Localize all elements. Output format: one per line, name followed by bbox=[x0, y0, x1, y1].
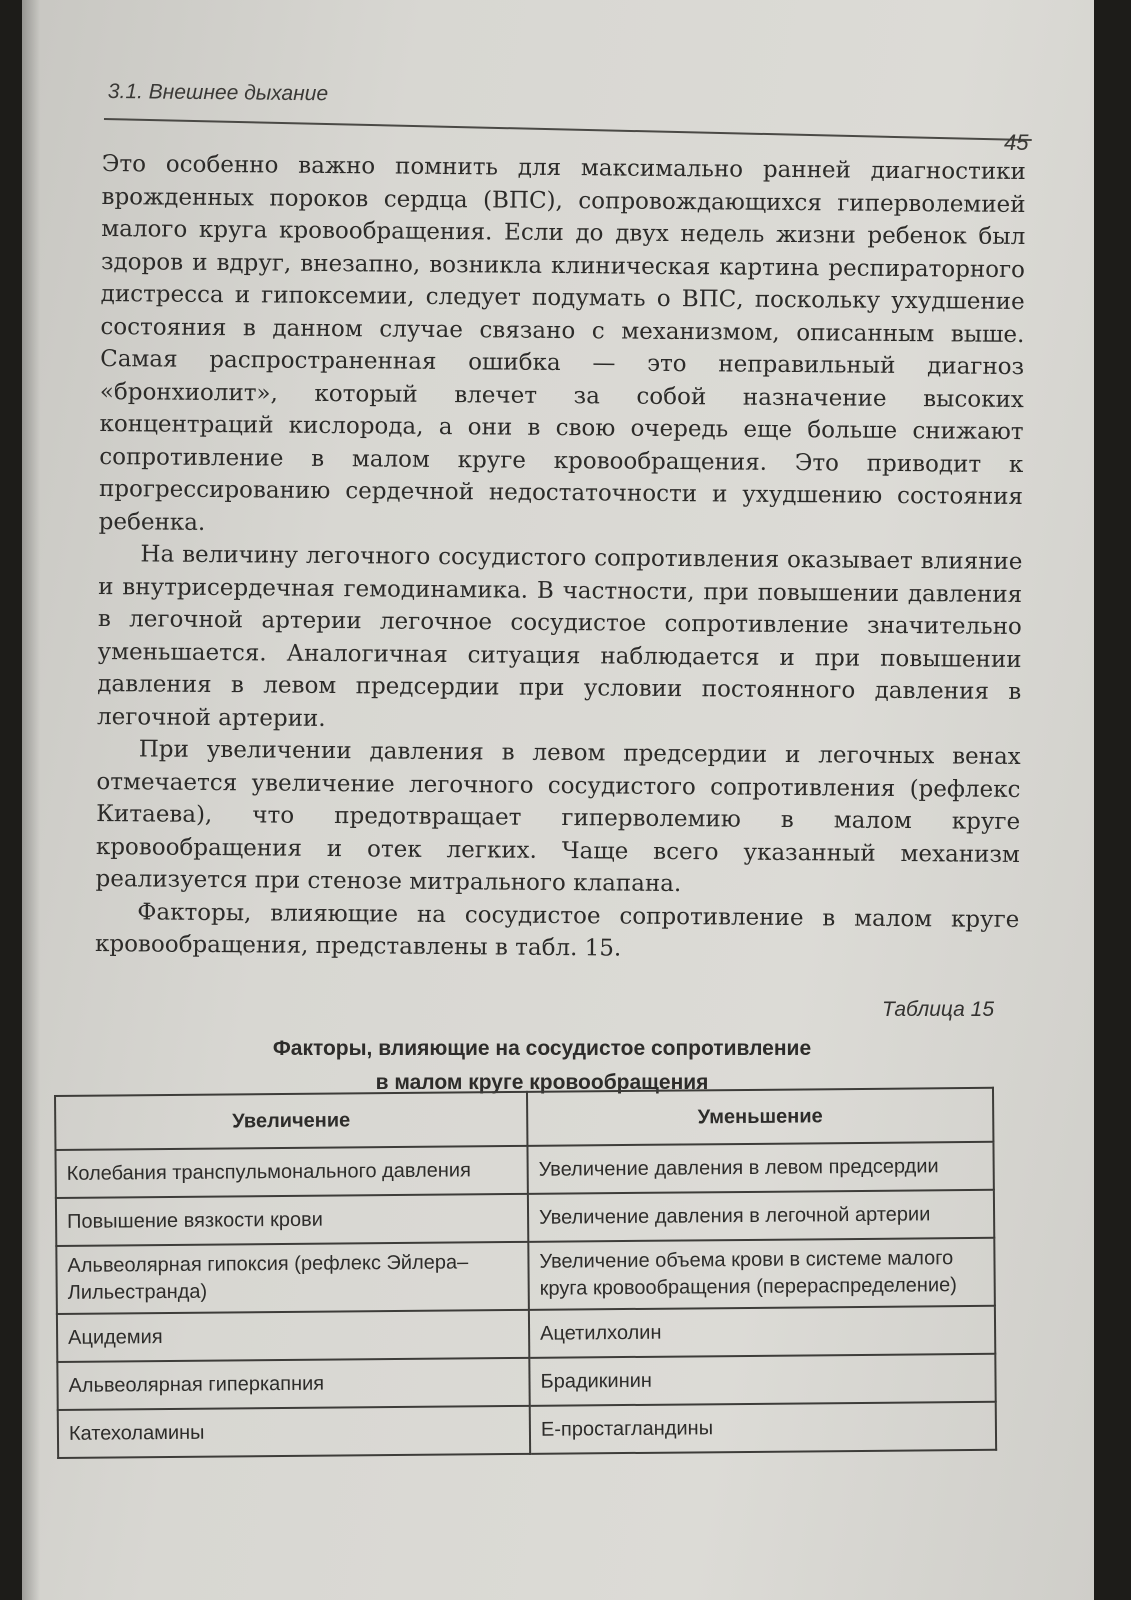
table-cell-increase: Ацидемия bbox=[57, 1310, 529, 1362]
table-caption: Таблица 15 bbox=[882, 998, 995, 1021]
book-page bbox=[22, 0, 1094, 1600]
table-header-row bbox=[55, 1088, 993, 1150]
table-cell-decrease: Увеличение давления в легочной артерии bbox=[528, 1190, 994, 1242]
table-row bbox=[56, 1238, 995, 1314]
paragraph-2: На величину легочного сосудистого сопротивления оказывает влияние и внутрисердечная гемодинамика. В частности, при повышении давления в легочной артерии легочное сосудистое сопротивление значительно уменьшается. Аналогичная ситуация наблюдается и при повышении давления в левом предсердии при условии постоянного давления в легочной артерии. bbox=[96, 541, 1023, 732]
paragraph-3: При увеличении давления в левом предсердии и легочных венах отмечается увеличение легочного сосудистого сопротивления (рефлекс Китаева), что предотвращает гиперволемию в малом круге кровообращения и отек легких. Чаще всего указанный механизм реализуется при стенозе митрального клапана. bbox=[95, 736, 1021, 898]
table-cell-increase: Катехоламины bbox=[58, 1406, 530, 1458]
table-row bbox=[58, 1402, 996, 1458]
table-cell-decrease: Увеличение давления в левом предсердии bbox=[527, 1142, 993, 1194]
running-head: 3.1. Внешнее дыхание bbox=[107, 80, 329, 106]
table-row bbox=[56, 1190, 994, 1246]
table-cell-decrease: Увеличение объема крови в системе малого круга кровообращения (перераспределение) bbox=[528, 1238, 995, 1310]
page-binding-shadow bbox=[22, 0, 40, 1600]
table-cell-decrease: Ацетилхолин bbox=[529, 1306, 995, 1358]
page-number: 45 bbox=[1004, 130, 1029, 155]
table-cell-increase: Альвеолярная гиперкапния bbox=[57, 1358, 529, 1410]
table-cell-increase: Повышение вязкости крови bbox=[56, 1194, 528, 1246]
header-rule bbox=[104, 118, 1032, 141]
paragraph-1: Это особенно важно помнить для максимально ранней диагностики врожденных пороков сердца (ВПС), сопровождающихся гиперволемией малого круга кровообращения. Если до двух недель жизни ребенок был здоров и вдруг, внезапно, возникла клиническая картина респираторного дистресса и гипоксемии, следует подумать о ВПС, поскольку ухудшение состояния в данном случае связано с механизмом, описанным выше. Самая распространенная ошибка — это неправильный диагноз «бронхиолит», который влечет за собой назначение высоких концентраций кислорода, а они в свою очередь еще больше снижают сопротивление в малом круге кровообращения. Это приводит к прогрессированию сердечной недостаточности и ухудшению состояния ребенка. bbox=[98, 150, 1026, 536]
table-cell-increase: Альвеолярная гипоксия (рефлекс Эйлера–Лильестранда) bbox=[56, 1242, 529, 1314]
column-header-decrease: Уменьшение bbox=[527, 1088, 993, 1146]
body-text bbox=[95, 148, 1026, 969]
paragraph-4: Факторы, влияющие на сосудистое сопротивление в малом круге кровообращения, представлены в табл. 15. bbox=[94, 898, 1020, 962]
table-row bbox=[57, 1354, 995, 1410]
table-cell-increase: Колебания транспульмонального давления bbox=[55, 1146, 527, 1198]
table-cell-decrease: Е-простагландины bbox=[530, 1402, 996, 1454]
table-title-line-1: Факторы, влияющие на сосудистое сопротивление bbox=[272, 1037, 812, 1060]
table-row bbox=[57, 1306, 995, 1362]
table-title-line-2: в малом круге кровообращения bbox=[375, 1071, 709, 1094]
factors-table bbox=[54, 1087, 997, 1459]
table-row bbox=[55, 1142, 993, 1198]
column-header-increase: Увеличение bbox=[55, 1092, 527, 1150]
table-cell-decrease: Брадикинин bbox=[529, 1354, 995, 1406]
